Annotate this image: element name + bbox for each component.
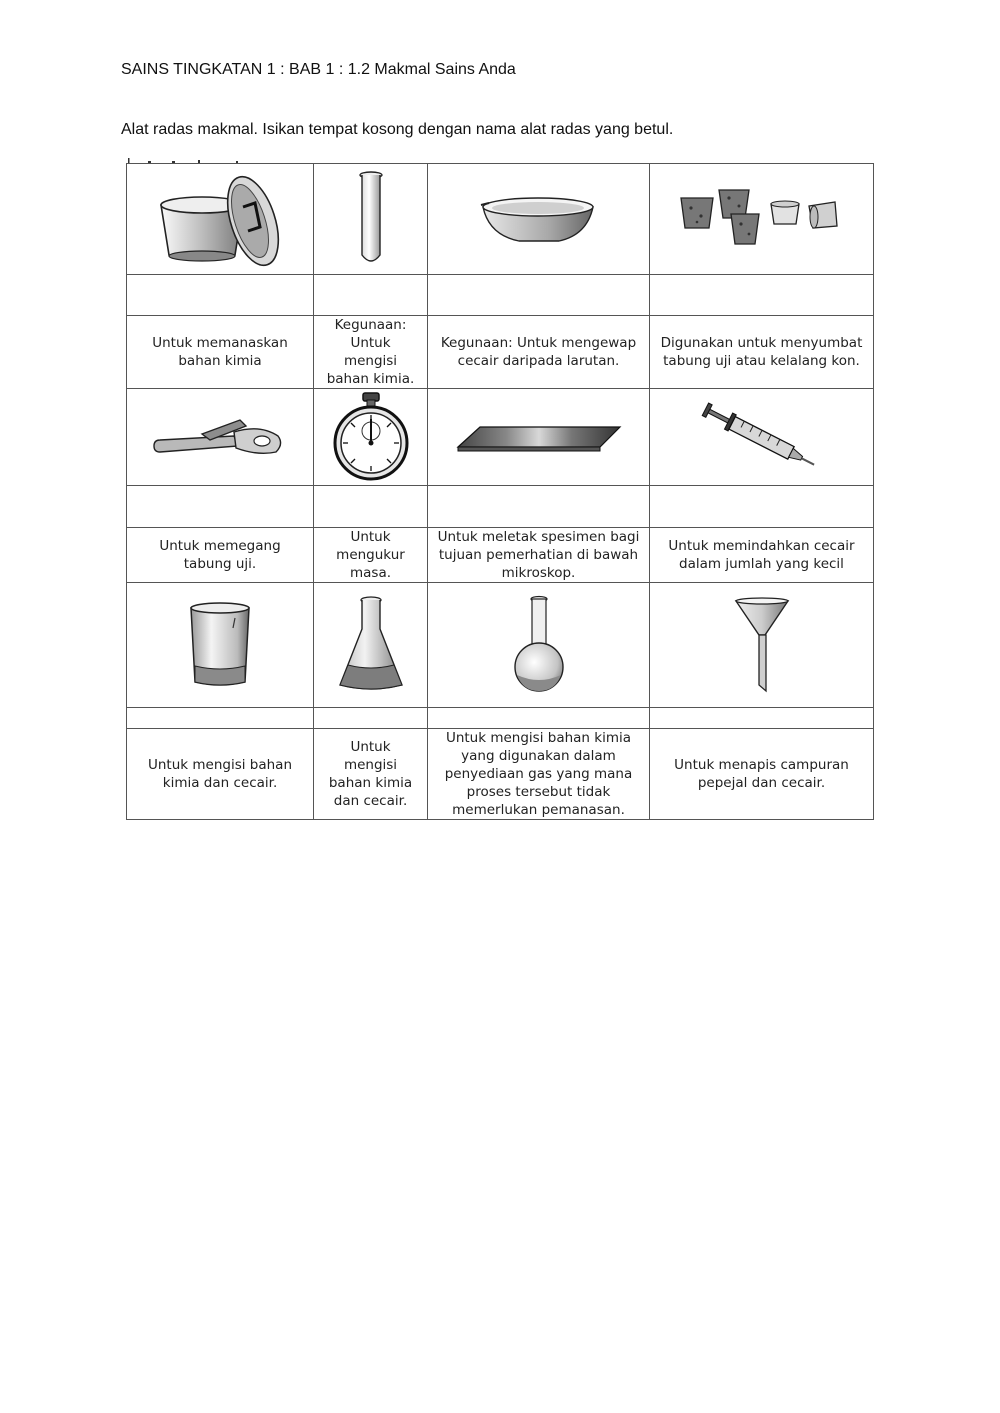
use-row bbox=[127, 729, 874, 820]
apparatus-cell bbox=[650, 389, 874, 486]
conical-flask-icon bbox=[336, 595, 406, 695]
use-description: Untuk memegang tabung uji. bbox=[127, 528, 314, 583]
apparatus-cell bbox=[650, 164, 874, 275]
evaporating-dish-icon bbox=[479, 189, 599, 249]
answer-blank[interactable] bbox=[127, 486, 314, 528]
apparatus-cell bbox=[314, 583, 428, 708]
answer-blank[interactable] bbox=[650, 708, 874, 729]
use-description: Untuk mengukur masa. bbox=[314, 528, 428, 583]
filter-funnel-icon bbox=[732, 595, 792, 695]
answer-blank[interactable] bbox=[428, 486, 650, 528]
apparatus-cell bbox=[650, 583, 874, 708]
syringe-icon bbox=[697, 397, 827, 477]
answer-blank[interactable] bbox=[314, 486, 428, 528]
answer-row bbox=[127, 708, 874, 729]
apparatus-cell bbox=[314, 164, 428, 275]
image-row bbox=[127, 164, 874, 275]
beaker-icon bbox=[185, 600, 255, 690]
test-tube-icon bbox=[351, 169, 391, 269]
round-bottom-flask-icon bbox=[509, 595, 569, 695]
image-row bbox=[127, 583, 874, 708]
use-description: Untuk memanaskan bahan kimia bbox=[127, 316, 314, 389]
use-description: Untuk menapis campuran pepejal dan cecair. bbox=[650, 729, 874, 820]
rubber-stoppers-icon bbox=[677, 184, 847, 254]
apparatus-cell bbox=[428, 583, 650, 708]
use-description: Untuk meletak spesimen bagi tujuan pemerhatian di bawah mikroskop. bbox=[428, 528, 650, 583]
use-row bbox=[127, 316, 874, 389]
answer-row bbox=[127, 275, 874, 316]
apparatus-cell bbox=[127, 164, 314, 275]
answer-blank[interactable] bbox=[127, 275, 314, 316]
apparatus-table bbox=[126, 163, 874, 820]
apparatus-cell bbox=[428, 389, 650, 486]
answer-blank[interactable] bbox=[428, 708, 650, 729]
answer-blank[interactable] bbox=[650, 486, 874, 528]
answer-row bbox=[127, 486, 874, 528]
apparatus-cell bbox=[314, 389, 428, 486]
answer-blank[interactable] bbox=[428, 275, 650, 316]
use-description: Digunakan untuk menyumbat tabung uji atau kelalang kon. bbox=[650, 316, 874, 389]
use-description: Untuk mengisi bahan kimia dan cecair. bbox=[127, 729, 314, 820]
page-header: SAINS TINGKATAN 1 : BAB 1 : 1.2 Makmal Sains Anda bbox=[121, 61, 516, 78]
answer-blank[interactable] bbox=[314, 275, 428, 316]
answer-blank[interactable] bbox=[650, 275, 874, 316]
use-row bbox=[127, 528, 874, 583]
use-description: Untuk mengisi bahan kimia dan cecair. bbox=[314, 729, 428, 820]
use-description: Untuk mengisi bahan kimia yang digunakan dalam penyediaan gas yang mana proses tersebut tidak memerlukan pemanasan. bbox=[428, 729, 650, 820]
cropped-text-fragment bbox=[126, 154, 268, 163]
answer-blank[interactable] bbox=[127, 708, 314, 729]
use-description: Untuk memindahkan cecair dalam jumlah yang kecil bbox=[650, 528, 874, 583]
image-row bbox=[127, 389, 874, 486]
apparatus-cell bbox=[127, 389, 314, 486]
use-description: Kegunaan: Untuk mengisi bahan kimia. bbox=[314, 316, 428, 389]
stopwatch-icon bbox=[331, 391, 411, 483]
instruction-text: Alat radas makmal. Isikan tempat kosong dengan nama alat radas yang betul. bbox=[121, 121, 674, 138]
test-tube-holder-icon bbox=[150, 412, 290, 462]
crucible-with-lid-icon bbox=[155, 169, 285, 269]
answer-blank[interactable] bbox=[314, 708, 428, 729]
apparatus-cell bbox=[428, 164, 650, 275]
apparatus-cell bbox=[127, 583, 314, 708]
glass-slide-icon bbox=[454, 417, 624, 457]
use-description: Kegunaan: Untuk mengewap cecair daripada larutan. bbox=[428, 316, 650, 389]
